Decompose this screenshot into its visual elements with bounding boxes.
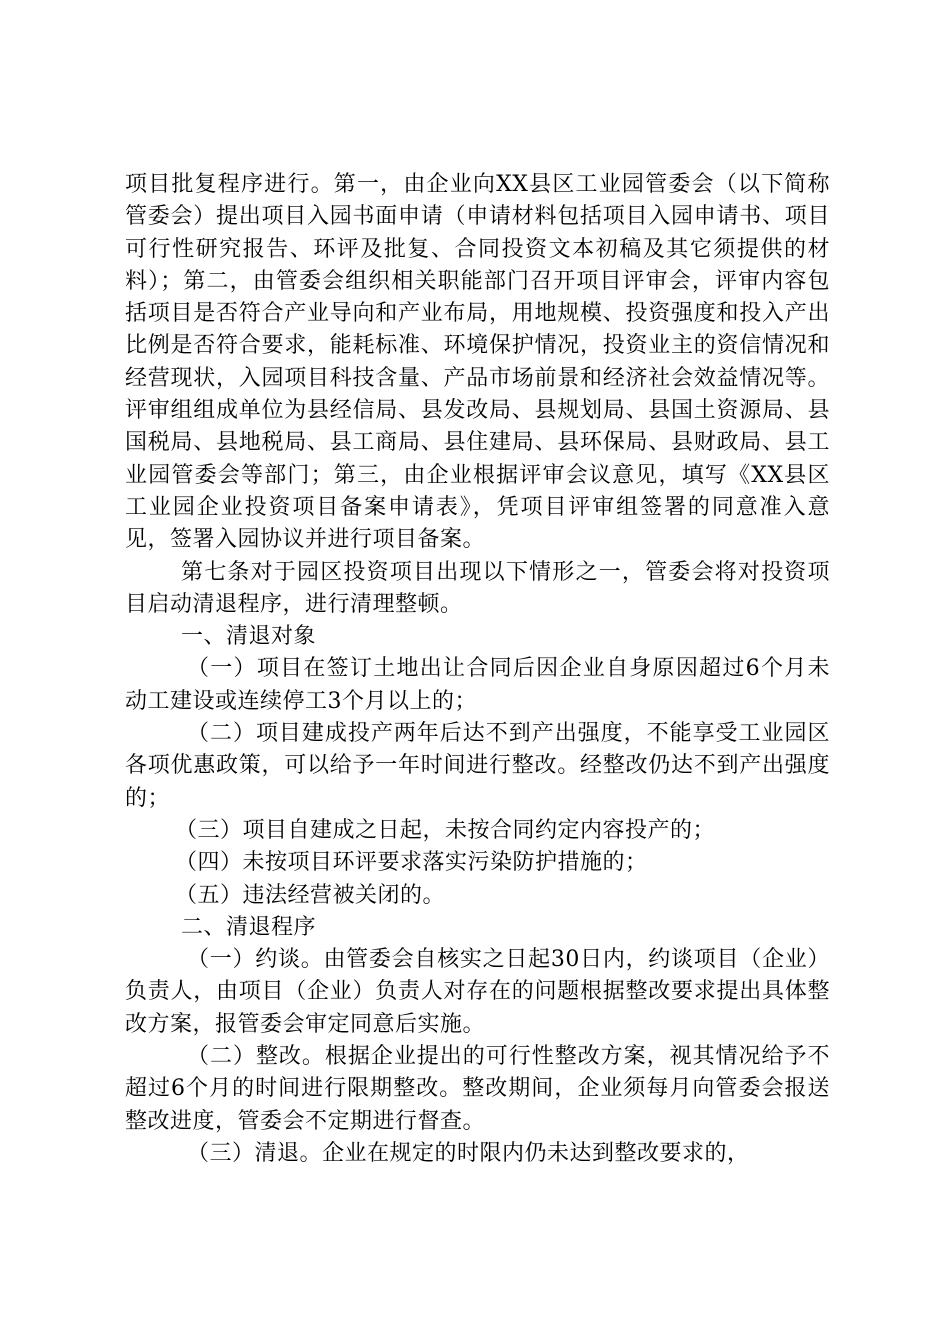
list-item-target-3: （三）项目自建成之日起，未按合同约定内容投产的； (175, 817, 716, 843)
paragraph-article-seven: 第七条对于园区投资项目出现以下情形之一，管委会将对投资项目启动清退程序，进行清理整顿。 (125, 559, 830, 617)
list-item-target-4: （四）未按项目环评要求落实污染防护措施的； (175, 850, 648, 876)
heading-exit-targets: 一、清退对象 (181, 624, 317, 650)
heading-exit-procedure: 二、清退程序 (181, 914, 317, 940)
list-item-procedure-1: （一）约谈。由管委会自核实之日起30日内，约谈项目（企业）负责人，由项目（企业）负责人对存在的问题根据整改要求提出具体整改方案，报管委会审定同意后实施。 (125, 947, 830, 1037)
paragraph-approval-procedure: 项目批复程序进行。第一，由企业向XX县区工业园管委会（以下简称管委会）提出项目入园书面申请（申请材料包括项目入园申请书、项目可行性研究报告、环评及批复、合同投资文本初稿及其它须提供的材料）；第二，由管委会组织相关职能部门召开项目评审会，评审内容包括项目是否符合产业导向和产业布局，用地规模、投资强度和投入产出比例是否符合要求，能耗标准、环境保护情况，投资业主的资信情况和经营现状，入园项目科技含量、产品市场前景和经济社会效益情况等。评审组组成单位为县经信局、县发改局、县规划局、县国土资源局、县国税局、县地税局、县工商局、县住建局、县环保局、县财政局、县工业园管委会等部门；第三，由企业根据评审会议意见，填写《XX县区工业园企业投资项目备案申请表》，凭项目评审组签署的同意准入意见，签署入园协议并进行项目备案。 (125, 172, 830, 553)
document-body (125, 169, 830, 1170)
list-item-target-5: （五）违法经营被关闭的。 (175, 882, 446, 908)
list-item-procedure-3: （三）清退。企业在规定的时限内仍未达到整改要求的， (187, 1140, 750, 1166)
list-item-target-1: （一）项目在签订土地出让合同后因企业自身原因超过6个月未动工建设或连续停工3个月以上的； (125, 656, 830, 714)
list-item-target-2: （二）项目建成投产两年后达不到产出强度，不能享受工业园区各项优惠政策，可以给予一年时间进行整改。经整改仍达不到产出强度的； (125, 721, 830, 811)
list-item-procedure-2: （二）整改。根据企业提出的可行性整改方案，视其情况给予不超过6个月的时间进行限期整改。整改期间，企业须每月向管委会报送整改进度，管委会不定期进行督查。 (125, 1044, 830, 1134)
